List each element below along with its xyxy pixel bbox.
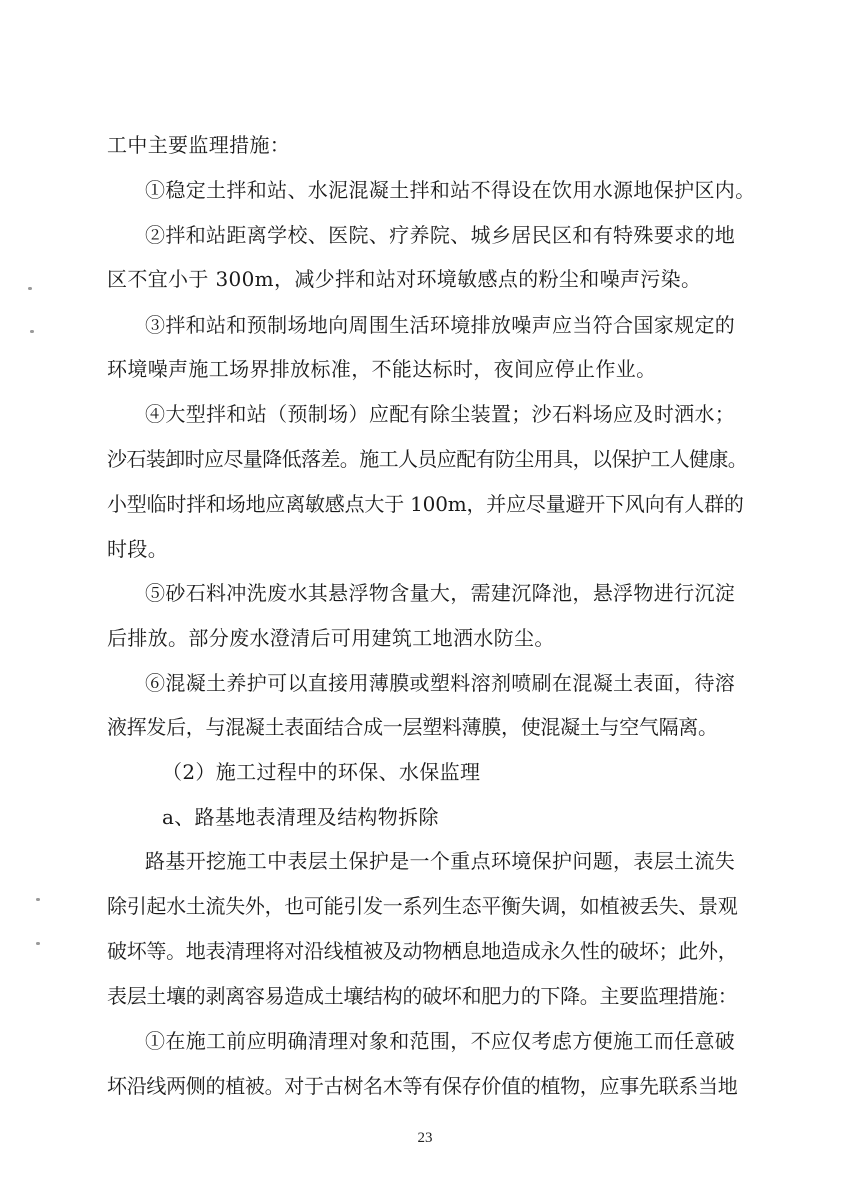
text-line: 沙石装卸时应尽量降低落差。施工人员应配有防尘用具，以保护工人健康。 [107, 447, 748, 471]
text-line: ①在施工前应明确清理对象和范围，不应仅考虑方便施工而任意破 [145, 1029, 736, 1053]
text-line: 区不宜小于 300m，减少拌和站对环境敏感点的粉尘和噪声污染。 [107, 267, 702, 291]
section-heading: （2）施工过程中的环保、水保监理 [162, 760, 481, 784]
text-line: 表层土壤的剥离容易造成土壤结构的破坏和肥力的下降。主要监理措施： [107, 984, 738, 1008]
text-line: 工中主要监理措施： [107, 133, 291, 157]
text-line: ④大型拌和站（预制场）应配有除尘装置；沙石料场应及时洒水； [145, 402, 736, 426]
scan-speck [36, 942, 40, 945]
text-line: 环境噪声施工场界排放标准，不能达标时，夜间应停止作业。 [107, 357, 657, 381]
text-line: ⑤砂石料冲洗废水其悬浮物含量大，需建沉降池，悬浮物进行沉淀 [145, 581, 736, 605]
subsection-heading: a、路基地表清理及结构物拆除 [162, 805, 439, 829]
page-number: 23 [417, 1130, 433, 1146]
text-line: ③拌和站和预制场地向周围生活环境排放噪声应当符合国家规定的 [145, 313, 736, 337]
scan-speck [36, 898, 40, 901]
scan-speck [28, 287, 32, 290]
text-line: ①稳定土拌和站、水泥混凝土拌和站不得设在饮用水源地保护区内。 [145, 178, 756, 202]
text-line: 液挥发后，与混凝土表面结合成一层塑料薄膜，使混凝土与空气隔离。 [107, 715, 718, 739]
text-line: 破坏等。地表清理将对沿线植被及动物栖息地造成永久性的破坏；此外， [107, 939, 738, 963]
text-line: 坏沿线两侧的植被。对于古树名木等有保存价值的植物，应事先联系当地 [107, 1074, 738, 1098]
text-line: 小型临时拌和场地应离敏感点大于 100m，并应尽量避开下风向有人群的 [107, 492, 744, 516]
text-line: 路基开挖施工中表层土保护是一个重点环境保护问题，表层土流失 [145, 849, 736, 873]
text-line: 除引起水土流失外，也可能引发一系列生态平衡失调，如植被丢失、景观 [107, 894, 738, 918]
text-line: 时段。 [107, 537, 169, 561]
text-line: ②拌和站距离学校、医院、疗养院、城乡居民区和有特殊要求的地 [145, 223, 736, 247]
text-line: ⑥混凝土养护可以直接用薄膜或塑料溶剂喷刷在混凝土表面，待溶 [145, 671, 736, 695]
scan-speck [30, 330, 34, 333]
text-line: 后排放。部分废水澄清后可用建筑工地洒水防尘。 [107, 626, 555, 650]
